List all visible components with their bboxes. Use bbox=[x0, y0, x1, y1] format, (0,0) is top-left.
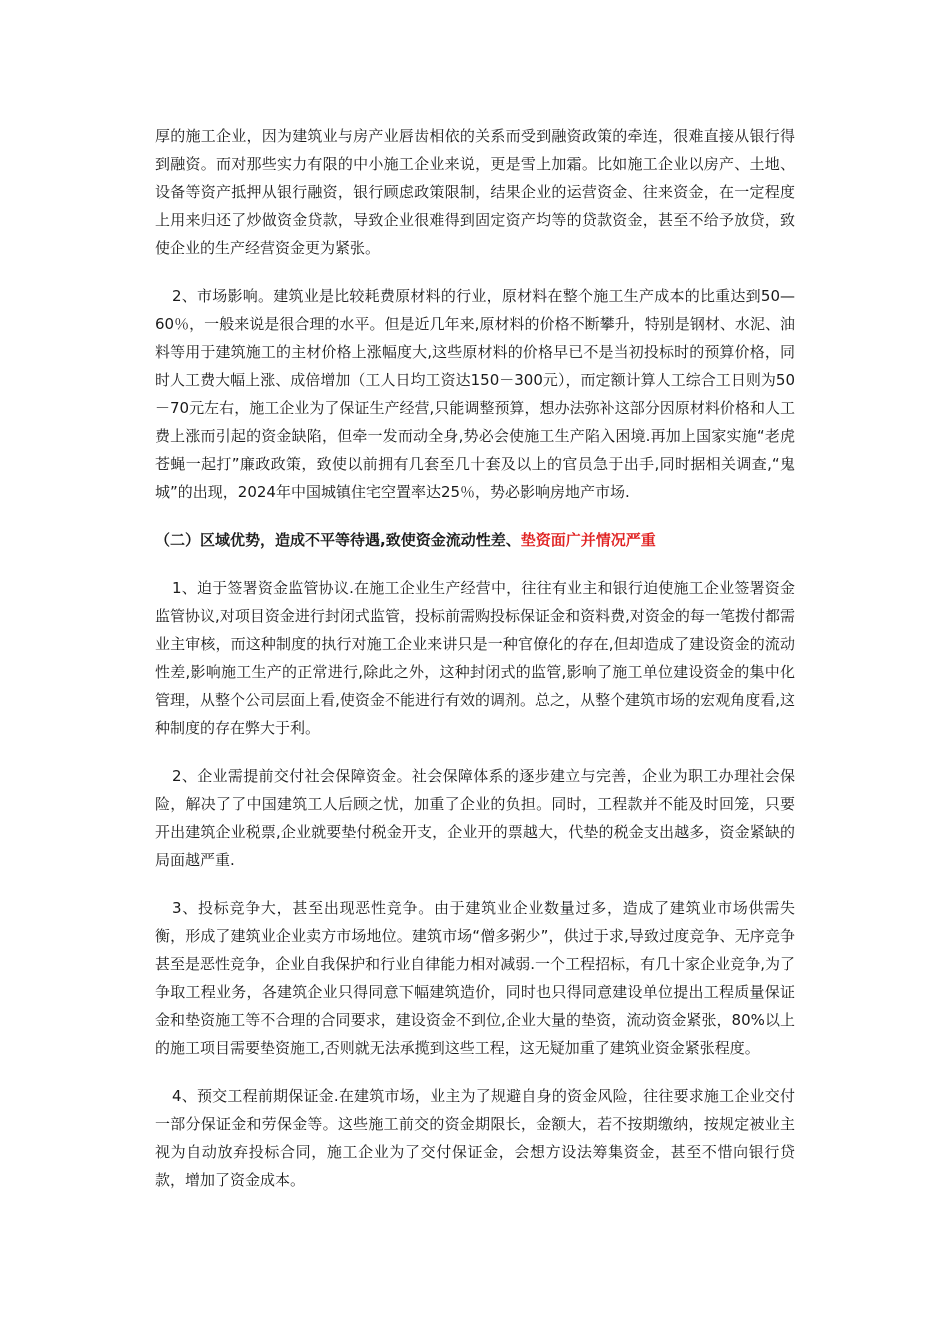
paragraph-gap bbox=[155, 742, 795, 762]
paragraph-item-1: 1、迫于签署资金监管协议.在施工企业生产经营中，往往有业主和银行迫使施工企业签署资金监管协议,对项目资金进行封闭式监管，投标前需购投标保证金和资料费,对资金的每一笔拨付都需业主审核，而这种制度的执行对施工企业来讲只是一种官僚化的存在,但却造成了建设资金的流动性差,影响施工生产的正常进行,除此之外，这种封闭式的监管,影响了施工单位建设资金的集中化管理，从整个公司层面上看,使资金不能进行有效的调剂。总之，从整个建筑市场的宏观角度看,这种制度的存在弊大于利。 bbox=[155, 579, 795, 737]
paragraph-gap bbox=[155, 554, 795, 574]
paragraph-continuation: 厚的施工企业，因为建筑业与房产业唇齿相依的关系而受到融资政策的牵连，很难直接从银行得到融资。而对那些实力有限的中小施工企业来说，更是雪上加霜。比如施工企业以房产、土地、设备等资产抵押从银行融资，银行顾虑政策限制，结果企业的运营资金、往来资金，在一定程度上用来归还了炒做资金贷款，导致企业很难得到固定资产均等的贷款资金，甚至不给予放贷，致使企业的生产经营资金更为紧张。 bbox=[155, 127, 795, 257]
paragraph-gap bbox=[155, 506, 795, 526]
paragraph-market-impact: 2、市场影响。建筑业是比较耗费原材料的行业，原材料在整个施工生产成本的比重达到50—60％，一般来说是很合理的水平。但是近几年来,原材料的价格不断攀升，特别是钢材、水泥、油料等用于建筑施工的主材价格上涨幅度大,这些原材料的价格早已不是当初投标时的预算价格，同时人工费大幅上涨、成倍增加（工人日均工资达150－300元），而定额计算人工综合工日则为50－70元左右，施工企业为了保证生产经营,只能调整预算，想办法弥补这部分因原材料价格和人工费上涨而引起的资金缺陷，但牵一发而动全身,势必会使施工生产陷入困境.再加上国家实施“老虎苍蝇一起打”廉政政策，致使以前拥有几套至几十套及以上的官员急于出手,同时据相关调查,“鬼城”的出现，2024年中国城镇住宅空置率达25％，势必影响房地产市场. bbox=[155, 287, 795, 501]
paragraph-item-3: 3、投标竞争大，甚至出现恶性竞争。由于建筑业企业数量过多，造成了建筑业市场供需失衡，形成了建筑业企业卖方市场地位。建筑市场“僧多粥少”，供过于求,导致过度竞争、无序竞争甚至是恶性竞争，企业自我保护和行业自律能力相对减弱.一个工程招标，有几十家企业竞争,为了争取工程业务，各建筑企业只得同意下幅建筑造价，同时也只得同意建设单位提出工程质量保证金和垫资施工等不合理的合同要求，建设资金不到位,企业大量的垫资，流动资金紧张，80%以上的施工项目需要垫资施工,否则就无法承揽到这些工程，这无疑加重了建筑业资金紧张程度。 bbox=[155, 899, 795, 1057]
section-heading bbox=[155, 526, 795, 554]
section-heading-highlight: 垫资面广并情况严重 bbox=[520, 531, 656, 549]
paragraph-item-4: 4、预交工程前期保证金.在建筑市场，业主为了规避自身的资金风险，往往要求施工企业交付一部分保证金和劳保金等。这些施工前交的资金期限长，金额大，若不按期缴纳，按规定被业主视为自动放弃投标合同，施工企业为了交付保证金，会想方设法筹集资金，甚至不惜向银行贷款，增加了资金成本。 bbox=[155, 1087, 795, 1189]
document-page bbox=[155, 122, 795, 1194]
paragraph-gap bbox=[155, 874, 795, 894]
paragraph-item-2: 2、企业需提前交付社会保障资金。社会保障体系的逐步建立与完善，企业为职工办理社会保险，解决了了中国建筑工人后顾之忧，加重了企业的负担。同时，工程款并不能及时回笼，只要开出建筑企业税票,企业就要垫付税金开支，企业开的票越大，代垫的税金支出越多，资金紧缺的局面越严重. bbox=[155, 767, 795, 869]
section-heading-main: （二）区域优势，造成不平等待遇,致使资金流动性差、 bbox=[155, 531, 521, 549]
paragraph-gap bbox=[155, 262, 795, 282]
paragraph-gap bbox=[155, 1062, 795, 1082]
